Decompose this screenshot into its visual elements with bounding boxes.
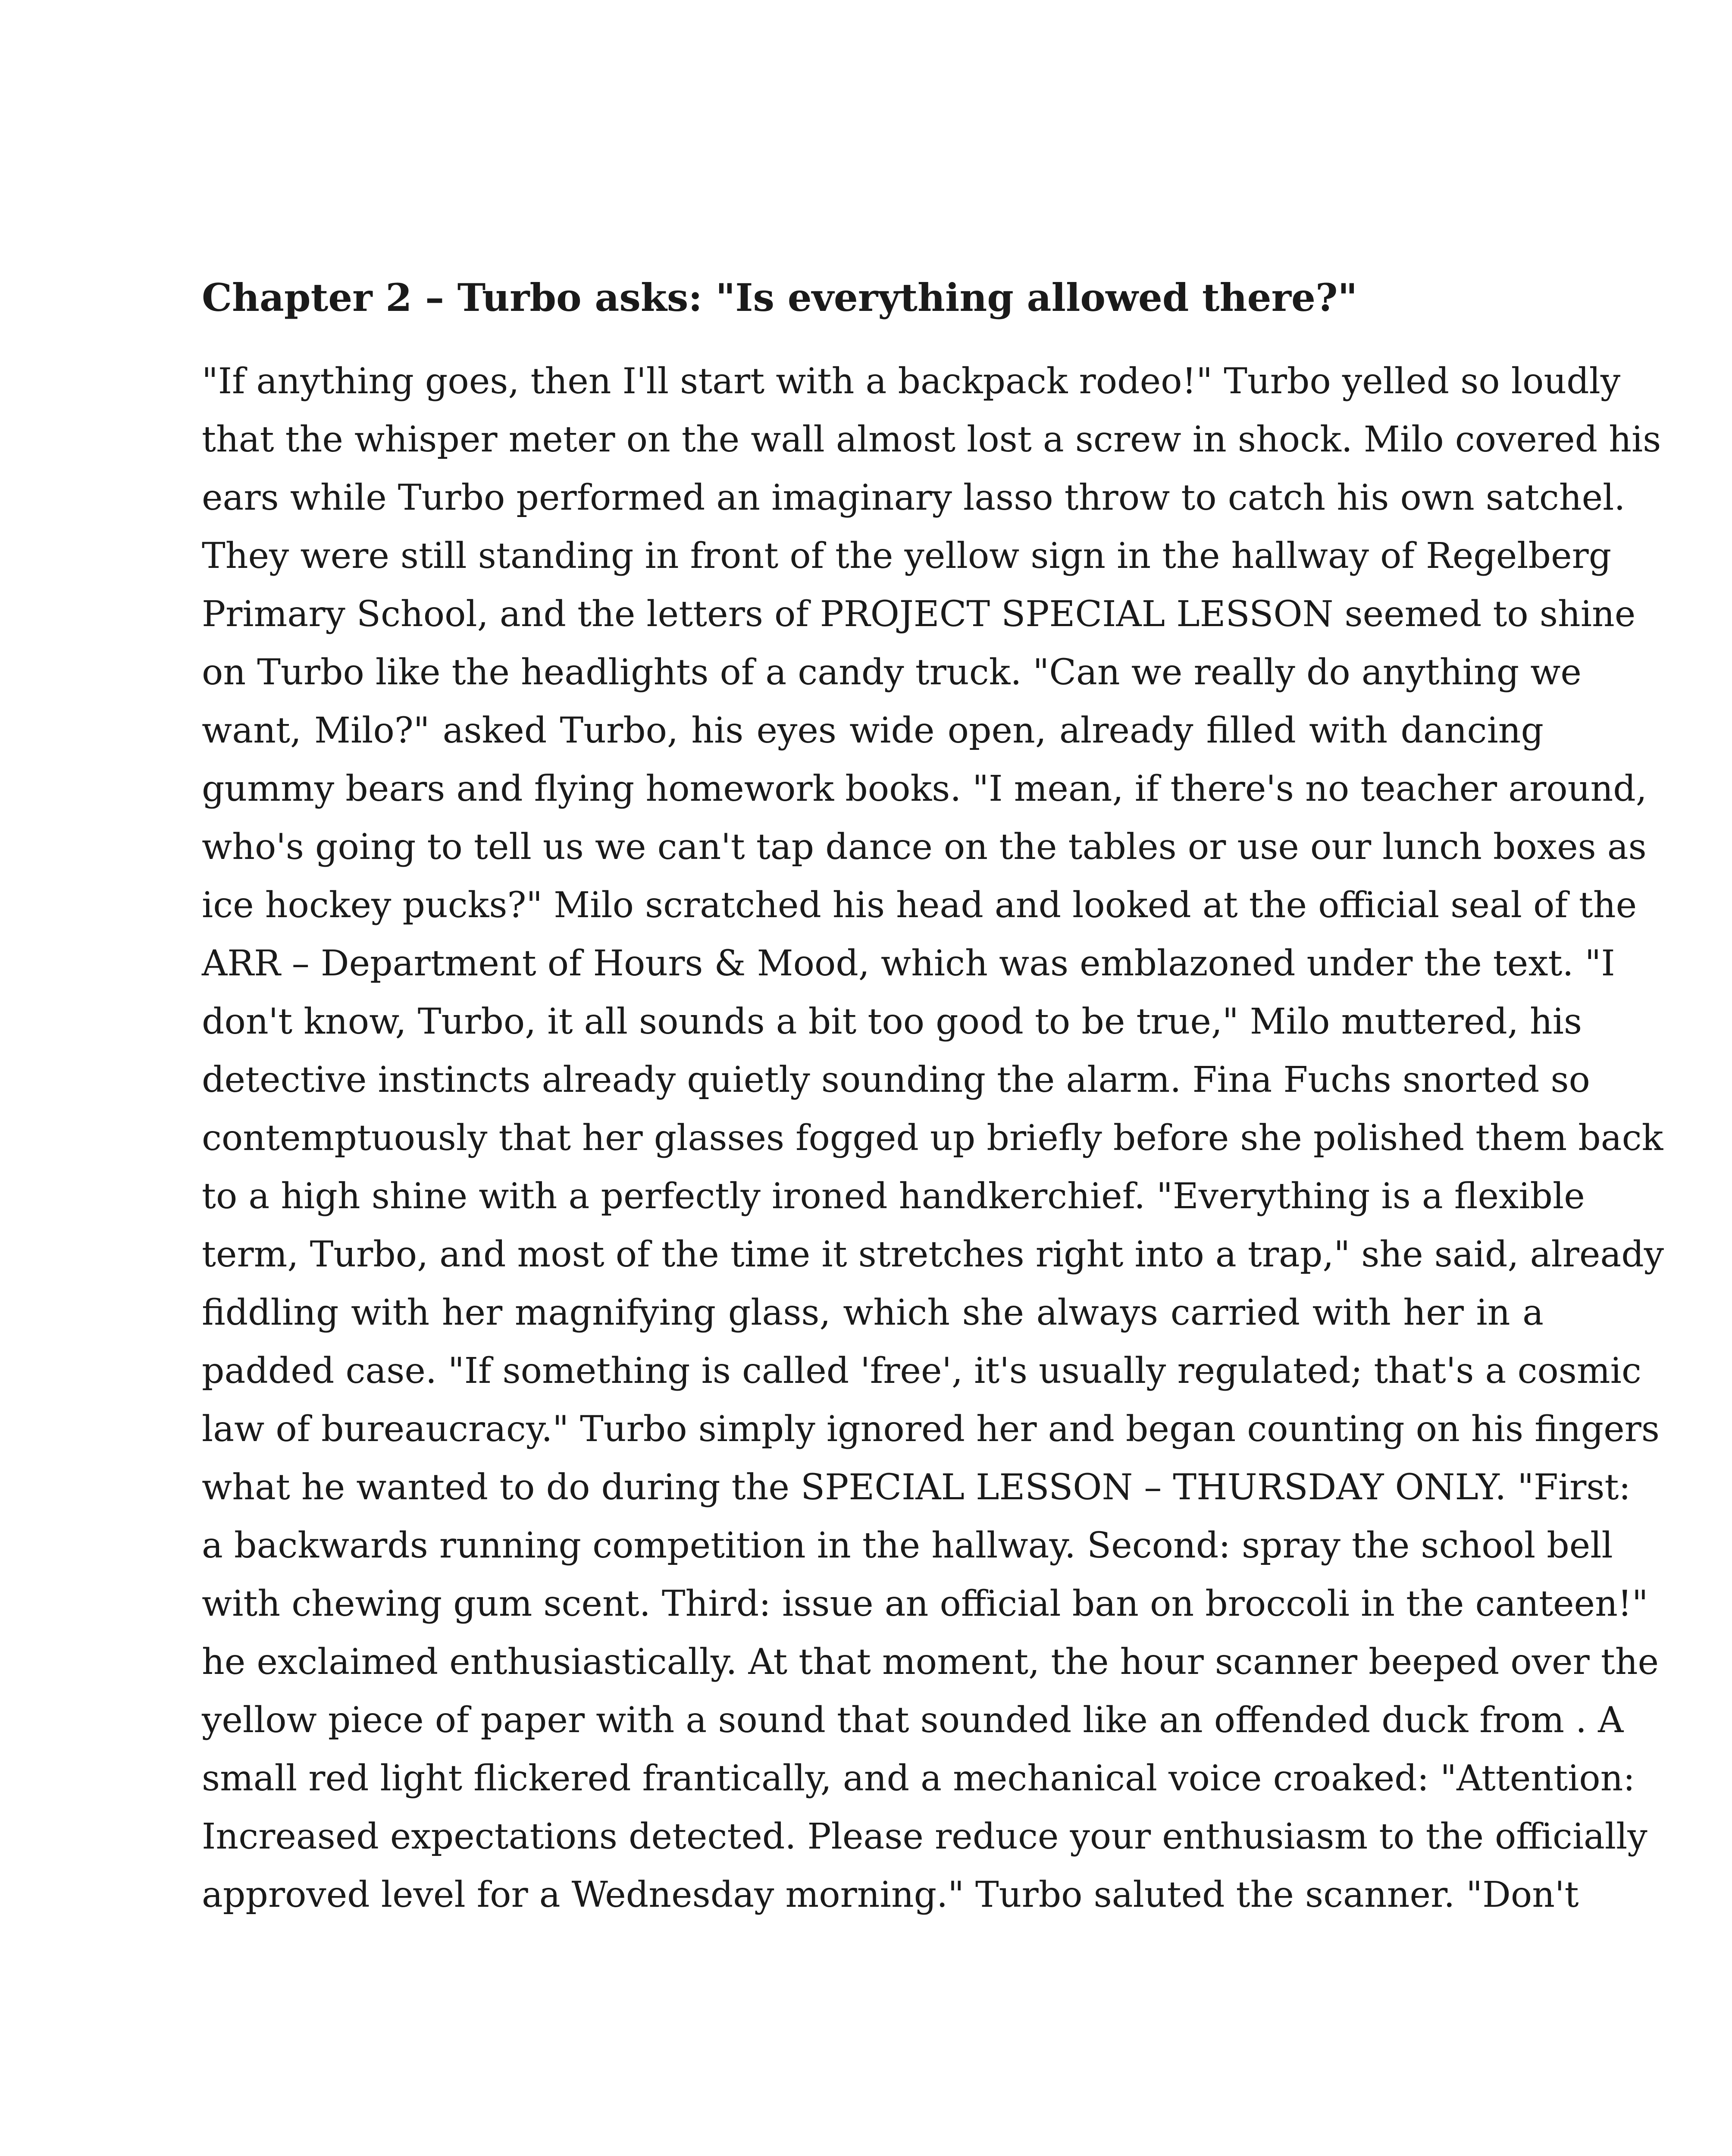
body-line: law of bureaucracy." Turbo simply ignored her and began counting on his fingers — [202, 1409, 1660, 1450]
body-line: don't know, Turbo, it all sounds a bit too good to be true," Milo muttered, his — [202, 1001, 1582, 1043]
body-line: to a high shine with a perfectly ironed handkerchief. "Everything is a flexible — [202, 1176, 1585, 1217]
body-line: ice hockey pucks?" Milo scratched his head and looked at the official seal of the — [202, 885, 1637, 926]
body-line: fiddling with her magnifying glass, which she always carried with her in a — [202, 1292, 1544, 1334]
body-line: what he wanted to do during the SPECIAL LESSON – THURSDAY ONLY. "First: — [202, 1467, 1631, 1508]
chapter-heading: Chapter 2 – Turbo asks: "Is everything allowed there?" — [202, 275, 1358, 320]
body-line: approved level for a Wednesday morning." Turbo saluted the scanner. "Don't — [202, 1874, 1579, 1916]
body-line: ARR – Department of Hours & Mood, which was emblazoned under the text. "I — [202, 943, 1615, 984]
chapter-text-block — [202, 275, 1664, 1924]
body-line: They were still standing in front of the yellow sign in the hallway of Regelberg — [202, 536, 1612, 577]
body-line: padded case. "If something is called 'free', it's usually regulated; that's a cosmic — [202, 1351, 1641, 1392]
body-line: want, Milo?" asked Turbo, his eyes wide open, already filled with dancing — [202, 710, 1544, 752]
body-line: that the whisper meter on the wall almost lost a screw in shock. Milo covered his — [202, 419, 1661, 461]
body-line: Increased expectations detected. Please reduce your enthusiasm to the officially — [202, 1816, 1647, 1858]
body-line: term, Turbo, and most of the time it stretches right into a trap," she said, already — [202, 1234, 1664, 1275]
body-line: he exclaimed enthusiastically. At that moment, the hour scanner beeped over the — [202, 1642, 1659, 1683]
body-line: ears while Turbo performed an imaginary lasso throw to catch his own satchel. — [202, 477, 1626, 519]
body-line: small red light flickered frantically, and a mechanical voice croaked: "Attention: — [202, 1758, 1635, 1799]
chapter-body — [202, 352, 1664, 1924]
body-line: "If anything goes, then I'll start with a backpack rodeo!" Turbo yelled so loudly — [202, 361, 1621, 402]
body-line: on Turbo like the headlights of a candy truck. "Can we really do anything we — [202, 652, 1582, 693]
body-line: contemptuously that her glasses fogged up briefly before she polished them back — [202, 1118, 1663, 1159]
body-line: a backwards running competition in the hallway. Second: spray the school bell — [202, 1525, 1613, 1567]
body-line: with chewing gum scent. Third: issue an official ban on broccoli in the canteen!" — [202, 1583, 1648, 1625]
body-line: detective instincts already quietly sounding the alarm. Fina Fuchs snorted so — [202, 1059, 1590, 1101]
body-line: who's going to tell us we can't tap dance on the tables or use our lunch boxes as — [202, 827, 1647, 868]
body-line: Primary School, and the letters of PROJECT SPECIAL LESSON seemed to shine — [202, 594, 1636, 635]
body-line: gummy bears and flying homework books. "I mean, if there's no teacher around, — [202, 768, 1647, 810]
body-line: yellow piece of paper with a sound that sounded like an offended duck from . A — [202, 1700, 1624, 1741]
